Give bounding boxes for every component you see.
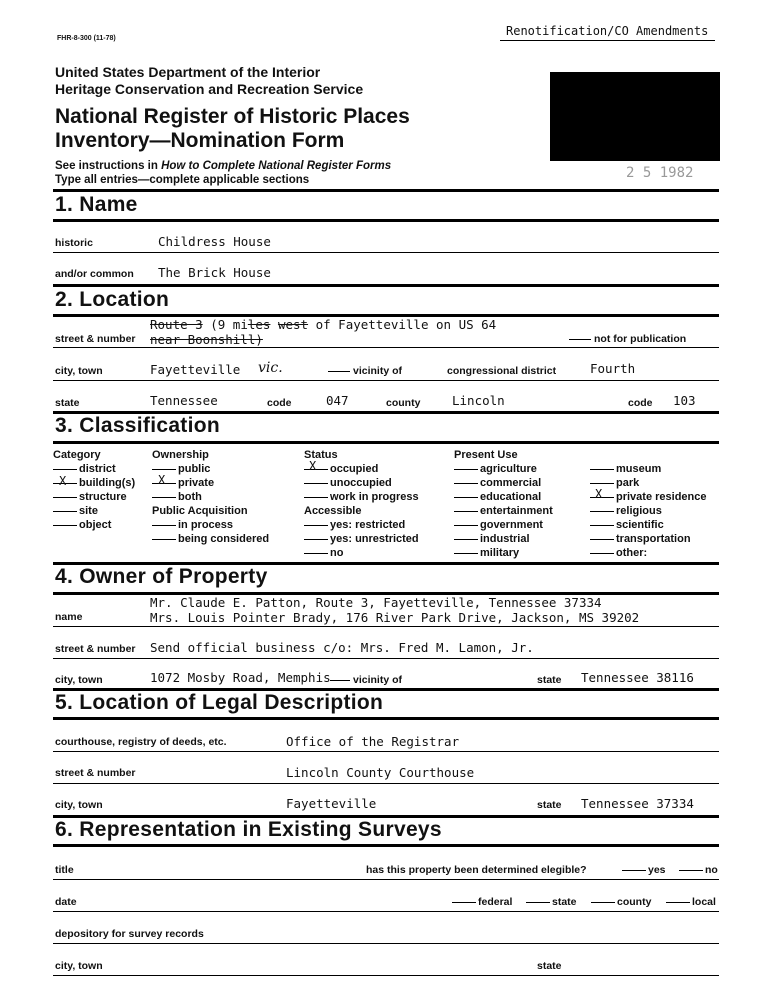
use-military[interactable]: military xyxy=(454,547,519,559)
legal-city-label: city, town xyxy=(55,799,103,811)
present-use-header: Present Use xyxy=(454,449,518,461)
survey-state-label: state xyxy=(537,960,562,972)
owner-name-label: name xyxy=(55,611,83,623)
county-value[interactable]: Lincoln xyxy=(452,393,505,408)
historic-label: historic xyxy=(55,237,93,249)
owner-city-value[interactable]: 1072 Mosby Road, Memphis xyxy=(150,670,331,685)
status-occupied[interactable]: occupied xyxy=(304,463,378,475)
historic-value[interactable]: Childress House xyxy=(158,234,271,249)
use-educational[interactable]: educational xyxy=(454,491,541,503)
section1-top-rule xyxy=(53,189,719,192)
use-park[interactable]: park xyxy=(590,477,639,489)
vicinity-of: vicinity of xyxy=(328,365,402,377)
legal-street-value[interactable]: Lincoln County Courthouse xyxy=(286,765,475,780)
agency-service: Heritage Conservation and Recreation Service xyxy=(55,81,364,97)
state-value[interactable]: Tennessee xyxy=(150,393,218,408)
owner-name-line2[interactable]: Mrs. Louis Pointer Brady, 176 River Park Drive, Jackson, MS 39202 xyxy=(150,610,640,625)
street-value-line2[interactable]: near Boonshill) xyxy=(150,332,263,347)
eligible-question: has this property been determined elegible? xyxy=(366,864,587,876)
legal-state-value[interactable]: Tennessee 37334 xyxy=(581,796,694,811)
section2-top-rule xyxy=(53,284,719,287)
renotification-stamp: Renotification/CO Amendments xyxy=(506,24,709,38)
use-industrial[interactable]: industrial xyxy=(454,533,530,545)
status-header: Status xyxy=(304,449,338,461)
survey-title-label: title xyxy=(55,864,74,876)
eligible-yes[interactable]: yes xyxy=(622,864,666,876)
agency-name: United States Department of the Interior xyxy=(55,64,321,80)
row-rule xyxy=(53,783,719,784)
category-header: Category xyxy=(53,449,101,461)
city-label: city, town xyxy=(55,365,103,377)
status-occupied-mark: X xyxy=(309,459,317,473)
owner-vicinity-of: vicinity of xyxy=(330,674,402,686)
redacted-block xyxy=(550,72,720,161)
ownership-private-mark: X xyxy=(158,473,166,487)
category-structure[interactable]: structure xyxy=(53,491,127,503)
section5-heading: 5. Location of Legal Description xyxy=(55,691,384,714)
owner-name-line1[interactable]: Mr. Claude E. Patton, Route 3, Fayetteville, Tennessee 37334 xyxy=(150,595,602,610)
accessible-header: Accessible xyxy=(304,505,362,517)
ownership-private[interactable]: private xyxy=(152,477,214,489)
use-entertainment[interactable]: entertainment xyxy=(454,505,553,517)
row-rule xyxy=(53,751,719,752)
date-received-stamp: 2 5 1982 xyxy=(626,165,694,181)
category-buildings-mark: X xyxy=(59,474,67,488)
status-work-in-progress[interactable]: work in progress xyxy=(304,491,419,503)
section3-heading: 3. Classification xyxy=(55,414,220,437)
use-scientific[interactable]: scientific xyxy=(590,519,664,531)
owner-state-value[interactable]: Tennessee 38116 xyxy=(581,670,694,685)
row-rule xyxy=(53,879,719,880)
street-label: street & number xyxy=(55,333,136,345)
owner-city-label: city, town xyxy=(55,674,103,686)
survey-local[interactable]: local xyxy=(666,896,716,908)
row-rule xyxy=(53,975,719,976)
row-rule xyxy=(53,626,719,627)
accessible-restricted[interactable]: yes: restricted xyxy=(304,519,405,531)
row-rule xyxy=(53,911,719,912)
form-number: FHR-8-300 (11-78) xyxy=(57,35,116,42)
public-acquisition-header: Public Acquisition xyxy=(152,505,248,517)
use-museum[interactable]: museum xyxy=(590,463,661,475)
instructions-line1: See instructions in How to Complete National Register Forms xyxy=(55,160,392,172)
not-for-publication[interactable]: not for publication xyxy=(569,333,686,345)
acquisition-in-process[interactable]: in process xyxy=(152,519,233,531)
use-government[interactable]: government xyxy=(454,519,543,531)
section2-heading: 2. Location xyxy=(55,288,170,311)
category-buildings[interactable]: building(s) xyxy=(53,477,135,489)
courthouse-label: courthouse, registry of deeds, etc. xyxy=(55,736,227,748)
use-private-residence-mark: X xyxy=(595,487,603,501)
owner-street-label: street & number xyxy=(55,643,136,655)
form-title-line1: National Register of Historic Places xyxy=(55,105,410,128)
section6-bottom-rule xyxy=(53,844,719,847)
congressional-district-label: congressional district xyxy=(447,365,557,377)
row-rule xyxy=(53,658,719,659)
row-rule xyxy=(53,943,719,944)
common-name-label: and/or common xyxy=(55,268,134,280)
use-other[interactable]: other: xyxy=(590,547,647,559)
county-label: county xyxy=(386,397,421,409)
section1-heading: 1. Name xyxy=(55,193,138,216)
survey-county[interactable]: county xyxy=(591,896,651,908)
section4-heading: 4. Owner of Property xyxy=(55,565,268,588)
state-label: state xyxy=(55,397,80,409)
common-name-value[interactable]: The Brick House xyxy=(158,265,271,280)
use-private-residence[interactable]: private residence xyxy=(590,491,707,503)
instructions-line2: Type all entries—complete applicable sections xyxy=(55,174,310,186)
handwritten-vicinity: vic. xyxy=(258,360,283,376)
section3-bottom-rule xyxy=(53,441,719,444)
section6-heading: 6. Representation in Existing Surveys xyxy=(55,818,442,841)
owner-street-value[interactable]: Send official business c/o: Mrs. Fred M. Lamon, Jr. xyxy=(150,640,534,655)
state-code-label: code xyxy=(267,397,292,409)
survey-federal[interactable]: federal xyxy=(452,896,512,908)
ownership-public[interactable]: public xyxy=(152,463,210,475)
ownership-header: Ownership xyxy=(152,449,209,461)
category-object[interactable]: object xyxy=(53,519,111,531)
status-unoccupied[interactable]: unoccupied xyxy=(304,477,392,489)
category-district[interactable]: district xyxy=(53,463,116,475)
courthouse-value[interactable]: Office of the Registrar xyxy=(286,734,460,749)
survey-state[interactable]: state xyxy=(526,896,577,908)
city-value[interactable]: Fayetteville xyxy=(150,362,241,377)
row-rule xyxy=(53,252,719,253)
form-title-line2: Inventory—Nomination Form xyxy=(55,129,345,152)
section5-bottom-rule xyxy=(53,717,719,720)
accessible-unrestricted[interactable]: yes: unrestricted xyxy=(304,533,419,545)
legal-state-label: state xyxy=(537,799,562,811)
legal-street-label: street & number xyxy=(55,767,136,779)
ownership-both[interactable]: both xyxy=(152,491,202,503)
street-value-line1[interactable]: Route 3 (9 miles west of Fayetteville on US 64 xyxy=(150,317,497,332)
legal-city-value[interactable]: Fayetteville xyxy=(286,796,377,811)
county-code-value[interactable]: 103 xyxy=(673,393,696,408)
survey-date-label: date xyxy=(55,896,77,908)
use-religious[interactable]: religious xyxy=(590,505,662,517)
use-transportation[interactable]: transportation xyxy=(590,533,691,545)
accessible-no[interactable]: no xyxy=(304,547,343,559)
stamp-underline xyxy=(500,40,715,41)
survey-city-label: city, town xyxy=(55,960,103,972)
row-rule xyxy=(53,347,719,348)
use-commercial[interactable]: commercial xyxy=(454,477,541,489)
row-rule xyxy=(53,380,719,381)
use-agriculture[interactable]: agriculture xyxy=(454,463,537,475)
congressional-district-value[interactable]: Fourth xyxy=(590,361,636,376)
owner-state-label: state xyxy=(537,674,562,686)
eligible-no[interactable]: no xyxy=(679,864,718,876)
county-code-label: code xyxy=(628,397,653,409)
section1-bottom-rule xyxy=(53,219,719,222)
acquisition-being-considered[interactable]: being considered xyxy=(152,533,269,545)
category-site[interactable]: site xyxy=(53,505,98,517)
state-code-value[interactable]: 047 xyxy=(326,393,349,408)
depository-label: depository for survey records xyxy=(55,928,204,940)
